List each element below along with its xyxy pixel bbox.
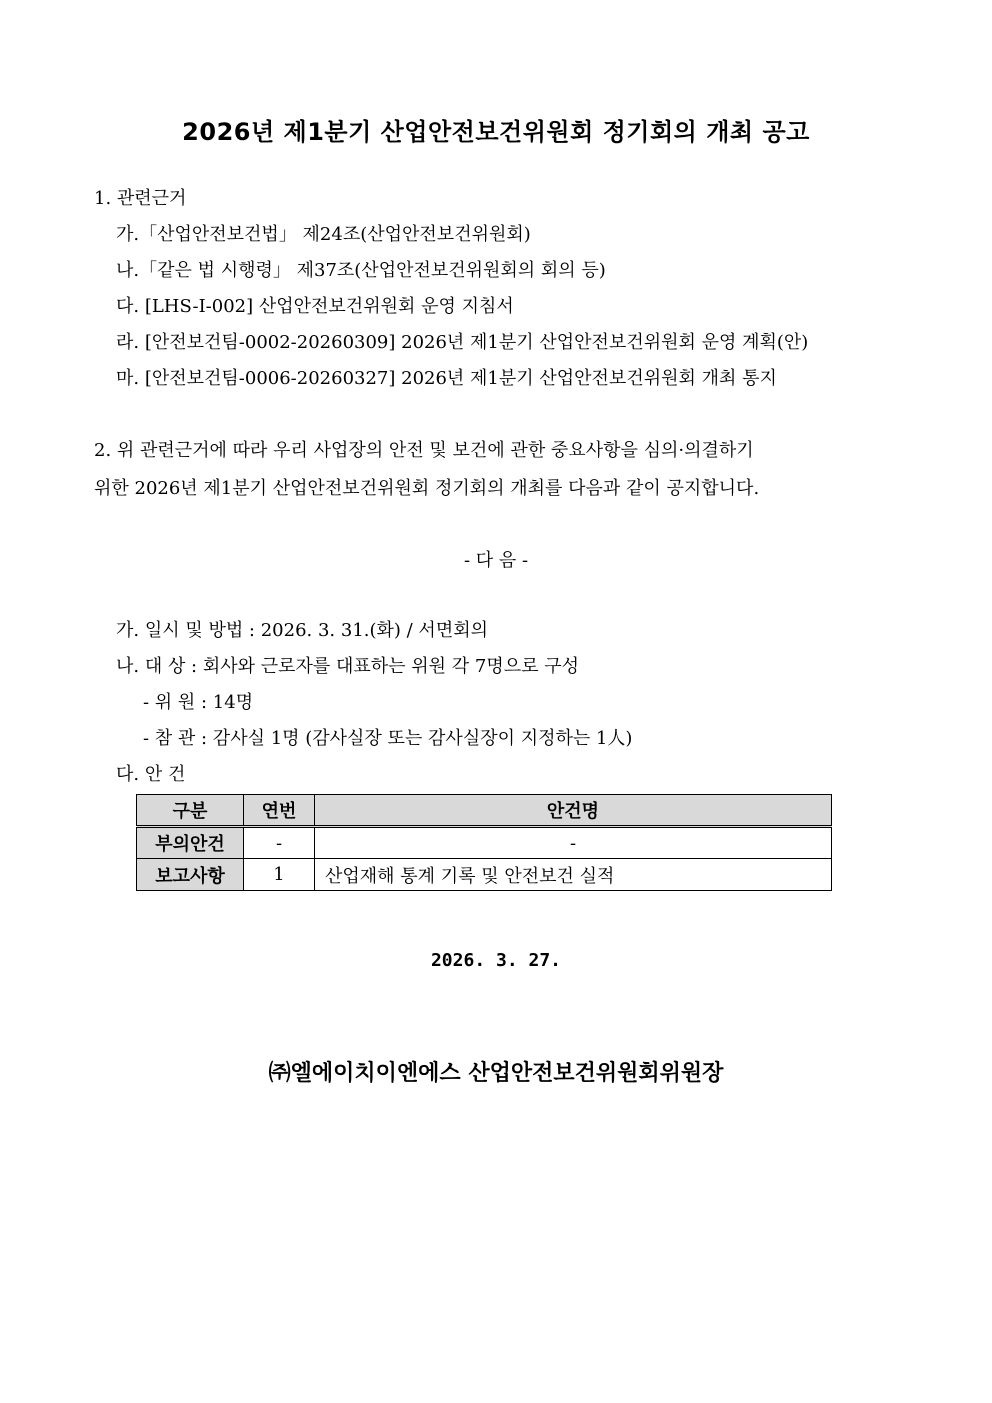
detail-datetime: 가. 일시 및 방법 : 2026. 3. 31.(화) / 서면회의 <box>116 620 488 641</box>
table-row <box>137 827 832 859</box>
basis-item-2: 나.「같은 법 시행령」 제37조(산업안전보건위원회의 회의 등) <box>116 260 606 281</box>
agenda-header-type: 구분 <box>137 795 244 827</box>
page-title: 2026년 제1분기 산업안전보건위원회 정기회의 개최 공고 <box>182 118 810 146</box>
section1-heading: 1. 관련근거 <box>94 188 187 209</box>
notice-date: 2026. 3. 27. <box>430 950 562 971</box>
table-row <box>137 859 832 891</box>
basis-item-4: 라. [안전보건팀-0002-20260309] 2026년 제1분기 산업안전보건위원회 운영 계획(안) <box>116 332 809 353</box>
agenda-table-header-row <box>137 795 832 827</box>
signature: ㈜엘에이치이엔에스 산업안전보건위원회위원장 <box>268 1060 724 1086</box>
detail-observers: - 참 관 : 감사실 1명 (감사실장 또는 감사실장이 지정하는 1人) <box>143 728 633 749</box>
basis-item-5: 마. [안전보건팀-0006-20260327] 2026년 제1분기 산업안전보건위원회 개최 통지 <box>116 368 777 389</box>
section2-line-2: 위한 2026년 제1분기 산업안전보건위원회 정기회의 개최를 다음과 같이 공지합니다. <box>94 478 760 499</box>
agenda-cell-type: 보고사항 <box>137 859 244 891</box>
divider-heading: - 다 음 - <box>463 550 529 571</box>
agenda-cell-type: 부의안건 <box>137 827 244 859</box>
detail-target: 나. 대 상 : 회사와 근로자를 대표하는 위원 각 7명으로 구성 <box>116 656 579 677</box>
agenda-cell-name: 산업재해 통계 기록 및 안전보건 실적 <box>315 859 832 891</box>
agenda-cell-number: 1 <box>244 859 315 891</box>
section2-line-1: 2. 위 관련근거에 따라 우리 사업장의 안전 및 보건에 관한 중요사항을 심의·의결하기 <box>94 440 754 461</box>
agenda-header-name: 안건명 <box>315 795 832 827</box>
agenda-cell-number: - <box>244 827 315 859</box>
agenda-cell-name: - <box>315 827 832 859</box>
basis-item-1: 가.「산업안전보건법」 제24조(산업안전보건위원회) <box>116 224 531 245</box>
agenda-heading: 다. 안 건 <box>116 764 186 785</box>
detail-members: - 위 원 : 14명 <box>143 692 254 713</box>
agenda-table <box>136 794 832 891</box>
basis-item-3: 다. [LHS-I-002] 산업안전보건위원회 운영 지침서 <box>116 296 514 317</box>
agenda-header-number: 연번 <box>244 795 315 827</box>
